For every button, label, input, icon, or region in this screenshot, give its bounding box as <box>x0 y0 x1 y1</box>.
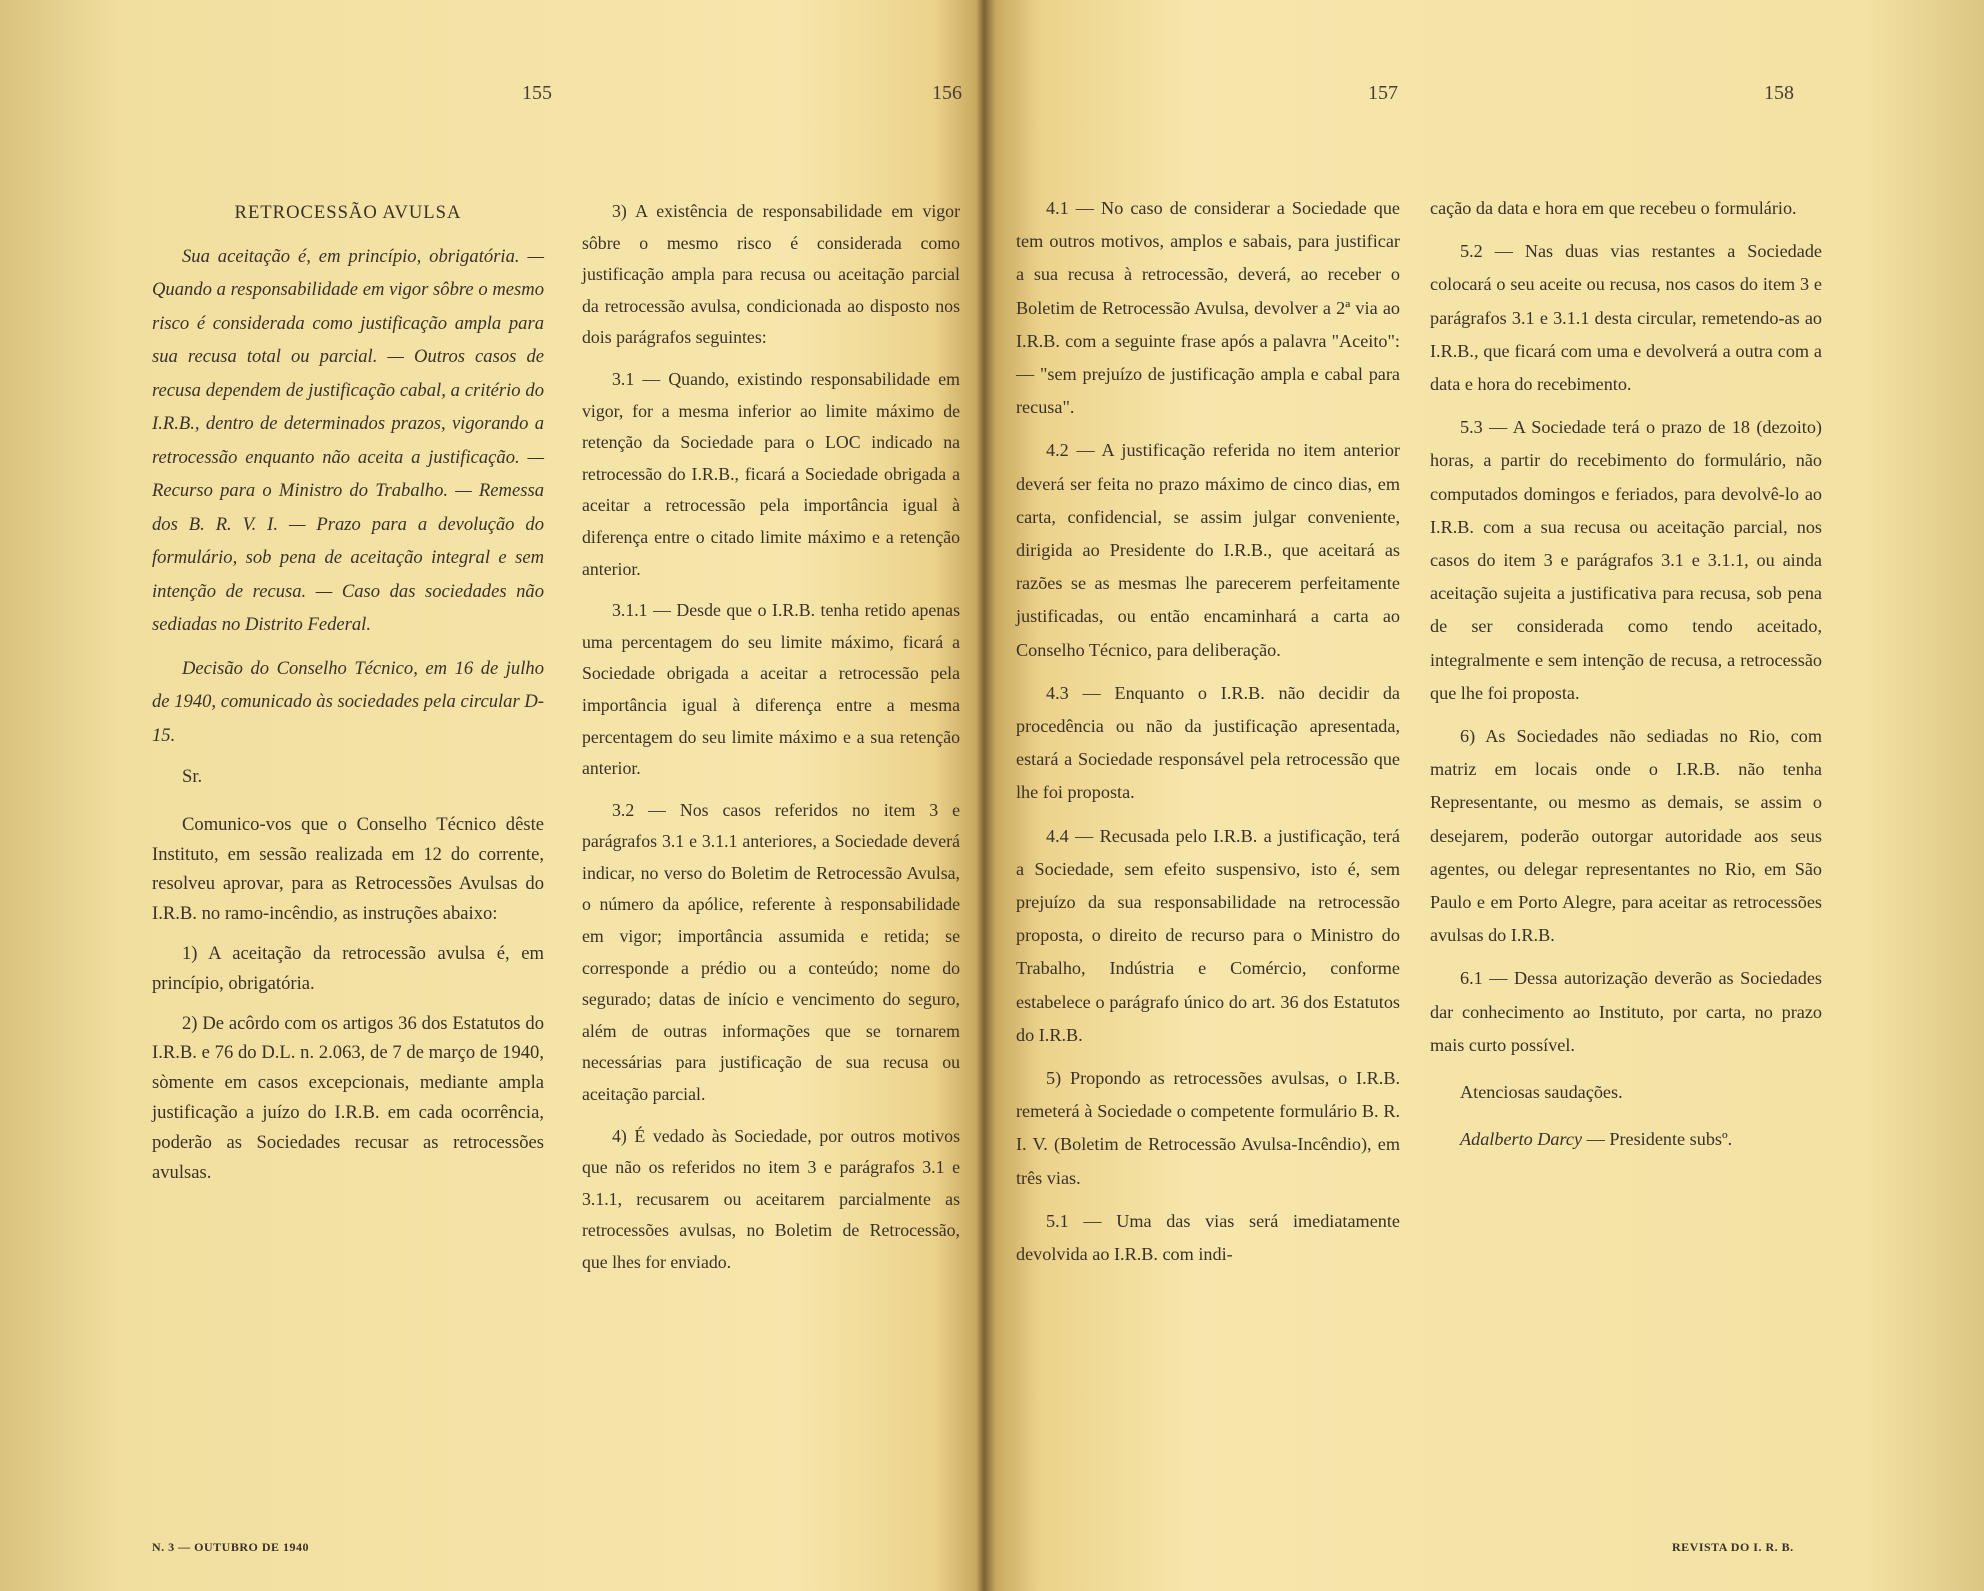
signer-role: — Presidente subsº. <box>1586 1129 1733 1150</box>
item-6-1: 6.1 — Dessa autorização deverão as Sociedades dar conhecimento ao Instituto, por carta, no prazo mais curto possível. <box>1430 968 1822 1055</box>
closing: Atenciosas saudações. <box>1460 1082 1623 1103</box>
item-3-2: 3.2 — Nos casos referidos no item 3 e parágrafos 3.1 e 3.1.1 anteriores, a Sociedade deverá indicar, no verso do Boletim de Retrocessão Avulsa, o número da apólice, referente à responsabilidade em vigor; importância assumida e retida; se corresponde a prédio ou a conteúdo; nome do segurado; datas de início e vencimento do seguro, além de outras informações que se tornarem necessárias para justificação de sua recusa ou aceitação parcial. <box>582 799 960 1105</box>
signer-name: Adalberto Darcy <box>1460 1129 1583 1150</box>
item-2: 2) De acôrdo com os artigos 36 dos Estatutos do I.R.B. e 76 do D.L. n. 2.063, de 7 de março de 1940, sòmente em casos excepcionais, mediante ampla justificação a juízo do I.R.B. em cada ocorrência, poderão as Sociedades recusar as retrocessões avulsas. <box>152 1012 544 1183</box>
item-5-3: 5.3 — A Sociedade terá o prazo de 18 (dezoito) horas, a partir do recebimento do formulário, não computados domingos e feriados, para devolvê-lo ao I.R.B. com a sua recusa ou aceitação parcial, nos casos do item 3 e parágrafos 3.1 e 3.1.1, ou ainda aceitação sujeita a justificativa para recusa, sob pena de ser considerada como tendo aceitado, integralmente e sem intenção de recusa, a retrocessão que lhe foi proposta. <box>1430 417 1822 703</box>
item-5-1: 5.1 — Uma das vias será imediatamente devolvida ao I.R.B. com indi- <box>1016 1210 1400 1265</box>
item-5-1-continued: cação da data e hora em que recebeu o formulário. <box>1430 198 1797 218</box>
page-number-158: 158 <box>1764 82 1794 104</box>
page-number-155: 155 <box>522 82 552 104</box>
column-page-156 <box>582 196 960 1289</box>
footer-journal: REVISTA DO I. R. B. <box>1672 1540 1794 1554</box>
item-6: 6) As Sociedades não sediadas no Rio, com matriz em locais onde o I.R.B. não tenha Representante, ou mesmo as demais, se assim o desejarem, poderão outorgar autoridade aos seus agentes, ou delegar representantes no Rio, em São Paulo e em Porto Alegre, para aceitar as retrocessões avulsas do I.R.B. <box>1430 726 1822 946</box>
item-4-3: 4.3 — Enquanto o I.R.B. não decidir da procedência ou não da justificação apresentada, estará a Sociedade responsável pela retrocessão que lhe foi proposta. <box>1016 682 1400 803</box>
item-3-1-1: 3.1.1 — Desde que o I.R.B. tenha retido apenas uma percentagem do seu limite máximo, ficará a Sociedade obrigada a aceitar a retrocessão pela importância igual à diferença entre a mesma percentagem do seu limite máximo e a sua retenção anterior. <box>582 600 960 779</box>
item-5: 5) Propondo as retrocessões avulsas, o I.R.B. remeterá à Sociedade o competente formulário B. R. I. V. (Boletim de Retrocessão Avulsa-Incêndio), em três vias. <box>1016 1068 1400 1188</box>
column-page-157 <box>1016 192 1400 1281</box>
column-page-158 <box>1430 192 1822 1166</box>
item-3: 3) A existência de responsabilidade em vigor sôbre o mesmo risco é considerada como justificação ampla para recusa ou aceitação parcial da retrocessão avulsa, condicionada ao disposto nos dois parágrafos seguintes: <box>582 201 960 348</box>
intro-paragraph: Comunico-vos que o Conselho Técnico dêste Instituto, em sessão realizada em 12 do corrente, resolveu aprovar, para as Retrocessões Avulsas do I.R.B. no ramo-incêndio, as instruções abaixo: <box>152 813 544 925</box>
page-number-157: 157 <box>1368 82 1398 104</box>
item-4-2: 4.2 — A justificação referida no item anterior deverá ser feita no prazo máximo de cinco dias, em carta, confidencial, se assim julgar conveniente, dirigida ao Presidente do I.R.B., que aceitará as razões se as mesmas lhe parecerem perfeitamente justificadas, ou então encaminhará a carta ao Conselho Técnico, para deliberação. <box>1016 440 1400 660</box>
decision-note: Decisão do Conselho Técnico, em 16 de julho de 1940, comunicado às sociedades pela circular D-15. <box>152 657 544 746</box>
item-5-2: 5.2 — Nas duas vias restantes a Sociedade colocará o seu aceite ou recusa, nos casos do item 3 e parágrafos 3.1 e 3.1.1 desta circular, remetendo-as ao I.R.B., que ficará com uma e devolverá a outra com a data e hora do recebimento. <box>1430 241 1822 395</box>
letter-body-start <box>152 762 544 1187</box>
item-4-1: 4.1 — No caso de considerar a Sociedade que tem outros motivos, amplos e sabais, para justificar a sua recusa à retrocessão, deverá, ao receber o Boletim de Retrocessão Avulsa, devolver a 2ª via ao I.R.B. com a seguinte frase após a palavra "Aceito": — "sem prejuízo de justificação ampla e cabal para recusa". <box>1016 198 1400 418</box>
column-page-155 <box>152 196 544 1197</box>
item-3-1: 3.1 — Quando, existindo responsabilidade em vigor, for a mesma inferior ao limite máximo de retenção da Sociedade para o LOC indicado na retrocessão do I.R.B., ficará a Sociedade obrigada a aceitar a retrocessão pela importância igual à diferença entre o citado limite máximo e a retenção anterior. <box>582 368 960 579</box>
article-heading: RETROCESSÃO AVULSA <box>234 202 462 223</box>
page-number-156: 156 <box>932 82 962 104</box>
item-4-4: 4.4 — Recusada pelo I.R.B. a justificação, terá a Sociedade, sem efeito suspensivo, isto é, sem prejuízo da sua responsabilidade na retrocessão proposta, o direito de recurso para o Ministro do Trabalho, Indústria e Comércio, conforme estabelece o parágrafo único do art. 36 dos Estatutos do I.R.B. <box>1016 825 1400 1045</box>
article-summary: Sua aceitação é, em princípio, obrigatória. — Quando a responsabilidade em vigor sôbre o mesmo risco é considerada como justificação ampla para sua recusa total ou parcial. — Outros casos de recusa dependem de justificação cabal, a critério do I.R.B., dentro de determinados prazos, vigorando a retrocessão enquanto não aceita a justificação. — Recurso para o Ministro do Trabalho. — Remessa dos B. R. V. I. — Prazo para a devolução do formulário, sob pena de aceitação integral e sem intenção de recusa. — Caso das sociedades não sediadas no Distrito Federal. <box>152 245 544 635</box>
signature-line <box>1430 1123 1822 1156</box>
footer-issue: N. 3 — OUTUBRO DE 1940 <box>152 1540 310 1554</box>
item-1: 1) A aceitação da retrocessão avulsa é, em princípio, obrigatória. <box>152 942 544 994</box>
salutation: Sr. <box>182 766 203 787</box>
item-4: 4) É vedado às Sociedade, por outros motivos que não os referidos no item 3 e parágrafos 3.1 e 3.1.1, recusarem ou aceitarem parcialmente as retrocessões avulsas, no Boletim de Retrocessão, que lhes for enviado. <box>582 1125 960 1272</box>
